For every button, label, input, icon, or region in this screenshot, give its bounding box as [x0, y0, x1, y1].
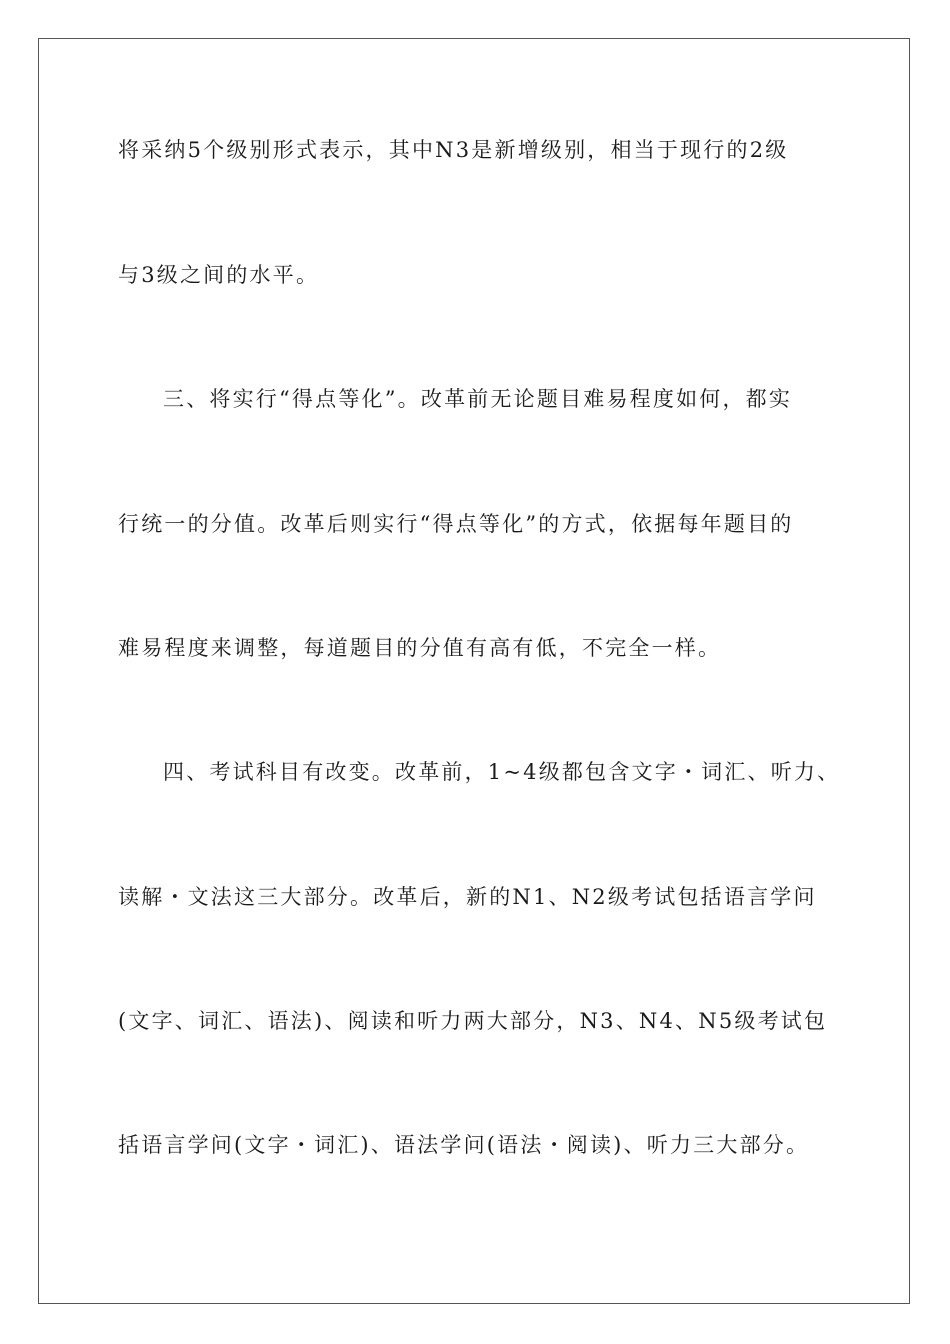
text-line-8: (文字、词汇、语法)、阅读和听力两大部分，N3、N4、N5级考试包 — [118, 1009, 828, 1033]
text-line-2: 与3级之间的水平。 — [118, 263, 320, 287]
text-line-5: 难易程度来调整，每道题目的分值有高有低，不完全一样。 — [118, 636, 722, 660]
text-line-3: 三、将实行“得点等化”。改革前无论题目难易程度如何，都实 — [163, 387, 793, 411]
text-line-9: 括语言学问(文字・词汇)、语法学问(语法・阅读)、听力三大部分。 — [118, 1133, 810, 1157]
text-line-1: 将采纳5个级别形式表示，其中N3是新增级别，相当于现行的2级 — [118, 138, 789, 162]
text-line-7: 读解・文法这三大部分。改革后，新的N1、N2级考试包括语言学问 — [118, 885, 817, 909]
page-border — [38, 38, 910, 1304]
text-line-4: 行统一的分值。改革后则实行“得点等化”的方式，依据每年题目的 — [118, 512, 794, 536]
text-line-6: 四、考试科目有改变。改革前，1~4级都包含文字・词汇、听力、 — [163, 760, 841, 784]
